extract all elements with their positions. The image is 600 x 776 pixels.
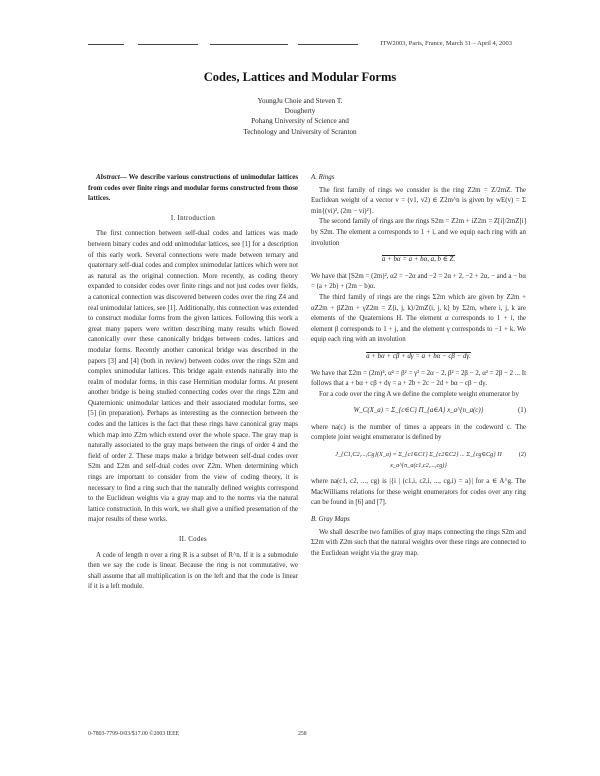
section-heading-codes: II. Codes xyxy=(179,536,207,543)
involution-equation-1: a + bα = a + bα, a, b ∈ Z. xyxy=(381,256,456,264)
running-head: ITW2003, Paris, France, March 31 – April 4, 2003 xyxy=(380,40,512,47)
intro-paragraph: The first connection between self-dual codes and lattices was made between binary codes and odd unimodular lattices, see [1] for a description of this early work. Several connections were made between ternary and quaternary self-dual codes and complex unimodular lattices which were not as natural as the original connection. More recently, as coding theory expanded to consider codes over finite rings and not just codes over fields, a canonical connection was discovered between codes over the ring Z4 and real unimodular lattices, see [1]. Additionally, this connection was extended to construct modular forms from the given lattices. Following this work a great many papers were written describing many results which flowed canonically over these canonically bridges between codes, lattices and modular forms. Recently another canonical bridge was described in the papers [3] and [4] (both in review) between codes over the rings S2m and complex unimodular lattices. This bridge again extends naturally into the realm of modular forms, in this case Hermitian modular forms. At present another bridge is being studied connecting codes over the rings Σ2m and Quaternionic unimodular lattices and their associated modular forms, see [5] (in preparation). Perhaps as interesting as the connection between the codes and the lattices is the fact that these rings have canonical gray maps which map into Z2m which extend over the whole space. The gray map is naturally associated to the gray maps between the rings of order 4 and the field of order 2. These maps make a bridge between self-dual codes over S2m and Σ2m and self-dual codes over Z2m. When determining which rings are important to consider from the view of coding theory, it is necessary to find a ring such that the naturally defined weights correspond to the Euclidean weights via a gray map and to the norms via the natural lattice construction. In this work, we shall give a unified presentation of the major results of these works. xyxy=(88,230,298,524)
author-block xyxy=(0,96,600,137)
equation-1-number: (1) xyxy=(517,407,526,415)
header-rule-4 xyxy=(298,44,358,45)
rings-paragraph-3: We have that [S2m = (2m)², α2 = −2α and −2 = 2α + 2, −2 + 2α, − and a − bα = (a + 2b) + (2m − b)α. xyxy=(311,272,526,291)
right-column xyxy=(311,173,526,559)
section-heading-intro: I. Introduction xyxy=(170,214,216,222)
header-rule-2 xyxy=(138,44,198,45)
header-rule-1 xyxy=(88,44,124,45)
affiliation-2: Technology and University of Scranton xyxy=(243,127,357,136)
gray-paragraph: We shall describe two families of gray maps connecting the rings S2m and Σ2m with Z2m such that the natural weights over these rings are connected to the Euclidean weight via the gray map. xyxy=(311,528,526,557)
abstract xyxy=(88,173,298,205)
subsection-heading-gray: B. Gray Maps xyxy=(311,516,350,524)
paper-title: Codes, Lattices and Modular Forms xyxy=(203,70,397,84)
subsection-heading-rings: A. Rings xyxy=(311,174,335,181)
rings-paragraph-6: For a code over the ring A we define the complete weight enumerator by xyxy=(319,390,519,398)
rings-paragraph-7: where na(c) is the number of times a appears in the codeword c. The complete joint weight enumerator is defined by xyxy=(311,423,526,442)
footer-page-number: 258 xyxy=(298,731,307,737)
affiliation-1: Pohang University of Science and xyxy=(251,117,349,126)
author-names: YoungJu Choie and Steven T. xyxy=(257,97,343,105)
equation-2-body: J_{C1,C2,...,Cg}(X_a) = Σ_{c1∈C1} Σ_{c2∈C2} ... Σ_{cg∈Cg} Π x_a^{n_a(c1,c2,...,cg)} xyxy=(335,451,502,469)
involution-equation-2: a + bα + cβ + dγ = a + bα − cβ − dγ. xyxy=(366,352,471,360)
author-names-2: Dougherty xyxy=(284,107,316,116)
rings-paragraph-4: The third family of rings are the rings Σ2m which are given by Z2m + αZ2m + βZ2m + γZ2m = Z⟨i, j, k⟩/2mZ⟨i, j, k⟩ by Σ2m, where i, j, k are elements of the Quaternions H. The element α corresponds to 1 + i, the element β corresponds to 1 + j, and the element γ corresponds to −1 + k. We equip each ring with an involution xyxy=(311,293,526,344)
rings-paragraph-2: The second family of rings are the rings S2m = Z2m + iZ2m = Z[i]/2mZ[i] by S2m. The element a corresponds to 1 + i, and we equip each ring with an involution xyxy=(311,218,526,247)
abstract-text: — We describe various constructions of unimodular lattices from codes over finite rings and modular forms constructed from those lattices. xyxy=(88,174,298,203)
equation-2-number: (2) xyxy=(518,451,526,459)
equation-2 xyxy=(311,450,526,471)
header-rule-3 xyxy=(210,44,288,45)
codes-paragraph: A code of length n over a ring R is a subset of R^n. If it is a submodule then we say the code is linear. Because the ring is not commutative, we shall assume that all multiplication is on the left and that the code is linear if it is a left module. xyxy=(88,551,298,591)
footer-copyright: 0-7803-7799-0/03/$17.00 ©2003 IEEE xyxy=(88,731,180,737)
left-column xyxy=(88,173,298,593)
equation-1-body: W_C(X_a) = Σ_{c∈C} Π_{a∈A} x_a^{n_a(c)} xyxy=(353,407,484,415)
abstract-label: Abstract xyxy=(96,174,120,181)
rings-paragraph-8: where na(c1, c2, ..., cg) is |{i | (c1,i, c2,i, ..., cg,i) = a}| for a ∈ A^g. The MacWilliams relations for these weight enumerators for codes over any ring can be found in [6] and [7]. xyxy=(311,478,526,507)
rings-paragraph-5: We have that Σ2m = (2m)⁴, α² = β² = γ² = 2α − 2, β² = 2β − 2, α² = 2β − 2 ... It follows that a + bα + cβ + dγ = a + 2b + 2c − 2d + bα − cβ − dγ. xyxy=(311,369,526,388)
equation-1 xyxy=(311,406,526,417)
rings-paragraph-1: The first family of rings we consider is the ring Z2m = Z/2mZ. The Euclidean weight of a vector v = (v1, v2) ∈ Z2m^n is given by wE(v) = Σ min{(vi)², (2m − vi)²}. xyxy=(311,186,526,215)
